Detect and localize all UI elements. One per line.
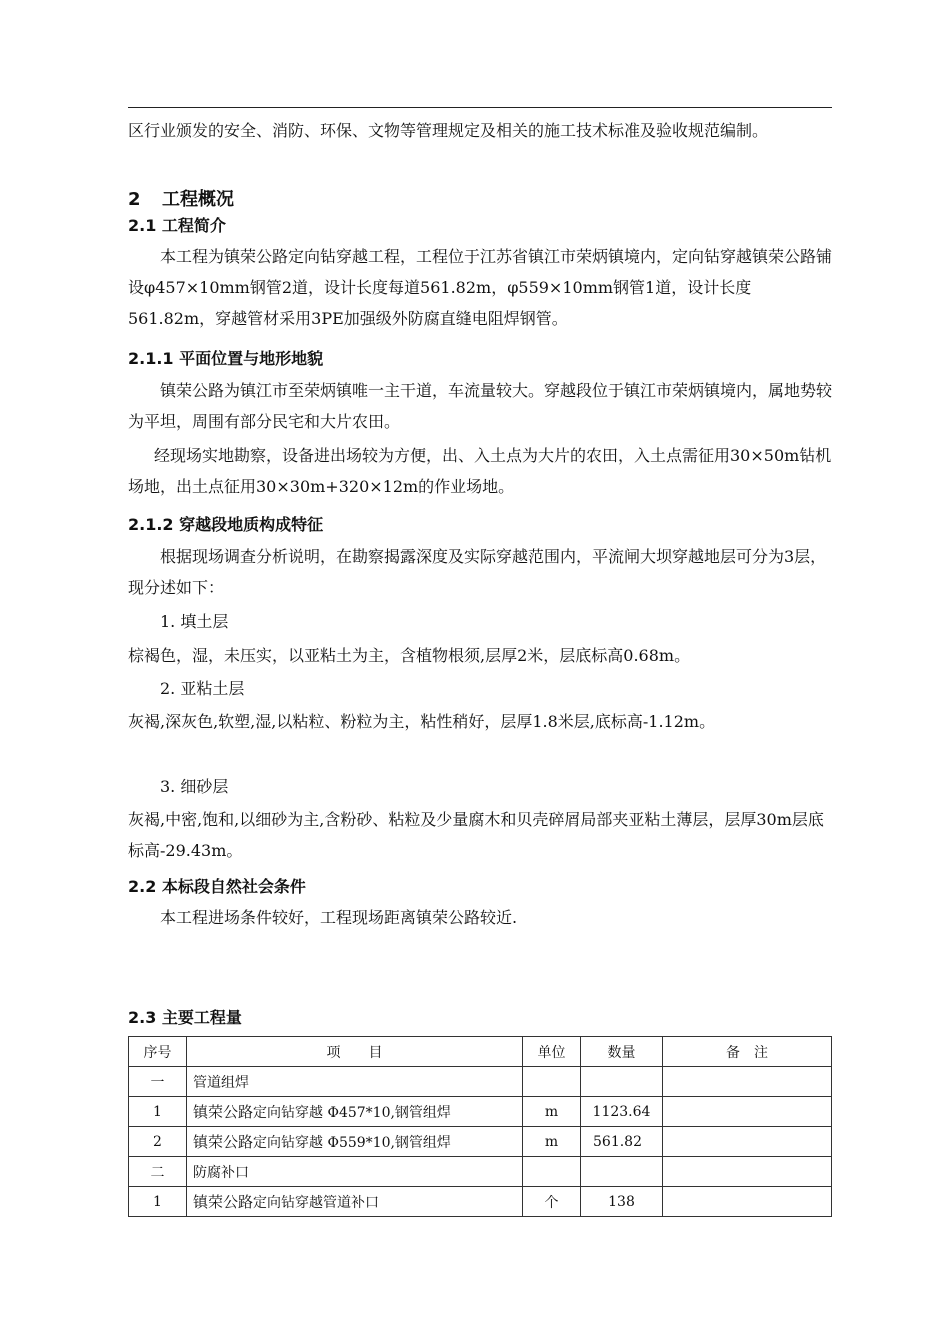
- layer-2-description: 灰褐,深灰色,软塑,湿,以粘粒、粉粒为主，粘性稍好，层厚1.8米层,底标高-1.12m。: [128, 712, 716, 731]
- row-item-detail: 定向钻穿越管道补口: [253, 1195, 380, 1211]
- section-title: 工程概况: [162, 189, 234, 210]
- layer-3-title: 3. 细砂层: [160, 777, 229, 796]
- row-qty: [581, 1067, 663, 1097]
- row-item: [187, 1127, 523, 1157]
- row-qty: 561.82: [581, 1127, 663, 1157]
- section-2-1-1-paragraph-2: 经现场实地勘察，设备进出场较为方便，出、入土点为大片的农田，入土点需征用30×50m钻机场地，出土点征用30×30m+320×12m的作业场地。: [128, 446, 832, 496]
- row-unit: m: [523, 1127, 581, 1157]
- row-unit: [523, 1157, 581, 1187]
- row-item-main: 镇荣公路: [193, 1103, 254, 1121]
- header-no: 序号: [129, 1037, 187, 1067]
- header-note: 备 注: [663, 1037, 832, 1067]
- section-2-1-2-intro: 根据现场调查分析说明，在勘察揭露深度及实际穿越范围内，平流闸大坝穿越地层可分为3层，现分述如下：: [128, 547, 827, 597]
- row-qty: [581, 1157, 663, 1187]
- table-row: [129, 1187, 832, 1217]
- row-unit: [523, 1067, 581, 1097]
- top-paragraph: 区行业颁发的安全、消防、环保、文物等管理规定及相关的施工技术标准及验收规范编制。: [128, 121, 769, 140]
- row-item: [187, 1157, 523, 1187]
- section-2-heading: [128, 185, 234, 211]
- row-note: [663, 1097, 832, 1127]
- row-unit: m: [523, 1097, 581, 1127]
- header-rule: [128, 107, 832, 108]
- row-item: [187, 1067, 523, 1097]
- row-note: [663, 1127, 832, 1157]
- layer-2-title: 2. 亚粘土层: [160, 679, 245, 698]
- row-note: [663, 1187, 832, 1217]
- row-item-detail: 定向钻穿越 Φ457*10,钢管组焊: [253, 1105, 451, 1121]
- section-number: 2: [128, 189, 141, 210]
- section-2-1-heading: 2.1 工程简介: [128, 216, 226, 235]
- row-no: 二: [129, 1157, 187, 1187]
- row-item: [187, 1187, 523, 1217]
- section-2-1-2-heading: 2.1.2 穿越段地质构成特征: [128, 515, 324, 534]
- row-item-main: 管道组焊: [193, 1074, 249, 1091]
- layer-3-description: 灰褐,中密,饱和,以细砂为主,含粉砂、粘粒及少量腐木和贝壳碎屑局部夹亚粘土薄层，层厚30m层底标高-29.43m。: [128, 810, 824, 860]
- header-item: 项 目: [187, 1037, 523, 1067]
- section-2-2-heading: 2.2 本标段自然社会条件: [128, 877, 306, 896]
- row-qty: 138: [581, 1187, 663, 1217]
- section-2-1-1-heading: 2.1.1 平面位置与地形地貌: [128, 349, 324, 368]
- row-no: 1: [129, 1097, 187, 1127]
- section-2-1-1-paragraph-1: 镇荣公路为镇江市至荣炳镇唯一主干道，车流量较大。穿越段位于镇江市荣炳镇境内，属地势较为平坦，周围有部分民宅和大片农田。: [128, 381, 833, 431]
- row-note: [663, 1067, 832, 1097]
- row-qty: 1123.64: [581, 1097, 663, 1127]
- row-item: [187, 1097, 523, 1127]
- table-row: [129, 1127, 832, 1157]
- row-item-main: 镇荣公路: [193, 1193, 254, 1211]
- row-item-detail: 定向钻穿越 Φ559*10,钢管组焊: [253, 1135, 451, 1151]
- header-unit: 单位: [523, 1037, 581, 1067]
- layer-1-description: 棕褐色，湿，未压实，以亚粘土为主，含植物根须,层厚2米，层底标高0.68m。: [128, 646, 691, 665]
- row-note: [663, 1157, 832, 1187]
- section-2-1-paragraph: 本工程为镇荣公路定向钻穿越工程，工程位于江苏省镇江市荣炳镇境内，定向钻穿越镇荣公路铺设φ457×10mm钢管2道，设计长度每道561.82m，φ559×10mm钢管1道，设计长度561.82m，穿越管材采用3PE加强级外防腐直缝电阻焊钢管。: [128, 247, 833, 328]
- row-item-main: 镇荣公路: [193, 1133, 254, 1151]
- row-no: 一: [129, 1067, 187, 1097]
- quantities-table: [128, 1036, 832, 1217]
- row-no: 1: [129, 1187, 187, 1217]
- table-row: [129, 1067, 832, 1097]
- row-item-main: 防腐补口: [193, 1164, 249, 1181]
- row-unit: 个: [523, 1187, 581, 1217]
- layer-1-title: 1. 填土层: [160, 612, 229, 631]
- section-2-2-paragraph: 本工程进场条件较好，工程现场距离镇荣公路较近.: [160, 908, 518, 927]
- section-2-3-heading: 2.3 主要工程量: [128, 1008, 242, 1027]
- table-row: [129, 1157, 832, 1187]
- table-row: [129, 1097, 832, 1127]
- header-qty: 数量: [581, 1037, 663, 1067]
- table-header-row: [129, 1037, 832, 1067]
- row-no: 2: [129, 1127, 187, 1157]
